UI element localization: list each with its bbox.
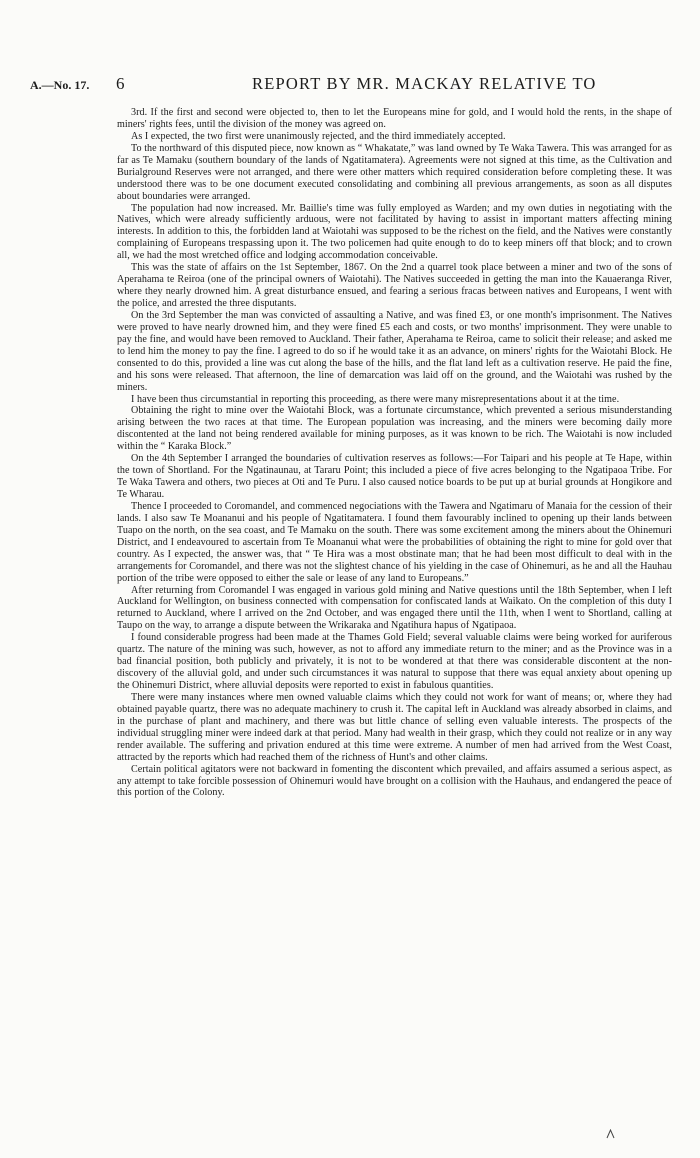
paragraph: I have been thus circumstantial in reporting this proceeding, as there were many misrepresentations about it at the time. bbox=[131, 393, 620, 405]
paragraph: Certain political agitators were not backward in fomenting the discontent which prevailed, and affairs assumed a serious aspect, as any attempt to take forcible possession of Ohinemuri would have brought on a collision with the Hauhaus, and endangered the peace of this portion of the Colony. bbox=[117, 763, 672, 799]
paragraph: The population had now increased. Mr. Baillie's time was fully employed as Warden; and my own duties in negotiating with the Natives, which were already sufficiently arduous, were not facilitated by having to assist in important matters affecting mining interests. In addition to this, the forbidden land at Waiotahi was supposed to be the richest on the field, and the Natives were constantly complaining of Europeans trespassing upon it. The two policemen had quite enough to do to keep miners off that block; and to crown all, we had the most wretched office and lodging accommodation conceivable. bbox=[117, 202, 672, 262]
paragraph: I found considerable progress had been made at the Thames Gold Field; several valuable claims were being worked for auriferous quartz. The nature of the mining was such, however, as not to afford any immediate return to the miner; and as the Province was in a bad financial position, both publicly and privately, it is not to be wondered at that there was considerable discontent at the non-discovery of the alluvial gold, and under such circumstances it was natural to suppose that there was equal anxiety about opening up the Ohinemuri District, where alluvial deposits were reported to exist in fabulous quantities. bbox=[117, 632, 672, 691]
page-header bbox=[30, 74, 670, 98]
parliamentary-paper-reference: A.—No. 17. bbox=[30, 78, 90, 92]
paragraph: 3rd. If the first and second were objected to, then to let the Europeans mine for gold, and I would hold the rents, in the shape of miners' rights fees, until the division of the money was agreed on. bbox=[117, 107, 672, 130]
paragraph: On the 3rd September the man was convicted of assaulting a Native, and was fined £3, or one month's imprisonment. The Natives were proved to have nearly drowned him, and they were fined £5 each and costs, or two months' imprisonment. They were unable to pay the fine, and would have been removed to Auckland. Their father, Aperahama te Reiroa, came to solicit their release; and asked me to lend him the money to pay the fine. I agreed to do so if he would take it as an advance, on miners' rights for the Waiotahi Block. He consented to do this, provided a line was cut along the base of the hills, and the flat land left as a cultivation reserve. He paid the fine, and his sons were released. That afternoon, the line of demarcation was laid off on the ground, and the Waiotahi was rushed by the miners. bbox=[117, 309, 672, 393]
paragraph: Obtaining the right to mine over the Waiotahi Block, was a fortunate circumstance, which prevented a serious misunderstanding arising between the two races at that time. The European population was increasing, and the miners were becoming daily more discontented at the land not being rendered available for mining purposes, as it was known to be rich. The Waiotahi is now included within the “ Karaka Block.” bbox=[117, 405, 672, 453]
paragraph: To the northward of this disputed piece, now known as “ Whakatate,” was land owned by Te Waka Tawera. This was arranged for as far as Te Mamaku (southern boundary of the lands of Ngatitamatera). Agreements were not signed at this time, as the Cultivation and Burialground Reserves were not arranged, and there were other matters which required consideration before completing these. It was understood there was to be one document executed consolidating and combining all previous arrangements, as soon as all disputes about boundaries were arranged. bbox=[117, 142, 672, 202]
paragraph: On the 4th September I arranged the boundaries of cultivation reserves as follows:—For Taipari and his people at Te Hape, within the town of Shortland. For the Ngatinaunau, at Tararu Point; this included a piece of five acres belonging to the Ngatipaoa Tribe. For Te Waka Tawera and others, two pieces at Oti and Te Puru. I also caused notice boards to be put up at burial grounds at Hongikore and Te Wharau. bbox=[117, 453, 672, 500]
page-number: 6 bbox=[116, 74, 125, 93]
printer-mark-icon bbox=[606, 1129, 615, 1139]
paragraph: This was the state of affairs on the 1st September, 1867. On the 2nd a quarrel took place between a miner and two of the sons of Aperahama te Reiroa (one of the principal owners of Waiotahi). The Natives succeeded in getting the man into the Kauaeranga River, where they nearly drowned him. A great disturbance ensued, and fearing a serious fracas between natives and Europeans, I went with the police, and arrested the three disputants. bbox=[117, 262, 672, 309]
paragraph: Thence I proceeded to Coromandel, and commenced negociations with the Tawera and Ngatimaru of Manaia for the cession of their lands. I also saw Te Moananui and his people of Ngatitamatera. I found them favourably inclined to opening up their lands between Tuapo on the north, on the sea coast, and Te Mamaku on the south. There was some excitement among the miners about the Ohinemuri District, and I endeavoured to ascertain from Te Moananui what were the probabilities of obtaining the right to mine for gold over that country. As I expected, the answer was, that “ Te Hira was a most obstinate man; that he had been most difficult to deal with in the arrangements for Coromandel, and there was not the slightest chance of his yielding in the case of Ohinemuri, as he and all the Hauhau portion of the tribe were opposed to either the sale or lease of any land to Europeans.” bbox=[117, 500, 672, 584]
paragraph: After returning from Coromandel I was engaged in various gold mining and Native questions until the 18th September, when I left Auckland for Wellington, on business connected with compensation for confiscated lands at Waikato. On the completion of this duty I returned to Auckland, where I arrived on the 2nd October, and was engaged there until the 11th, when I went to Shortland, calling at Taupo on the way, to arrange a dispute between the Wrikaraka and Ngatihura hapus of Ngatipaoa. bbox=[117, 584, 672, 632]
paragraph: As I expected, the two first were unanimously rejected, and the third immediately accepted. bbox=[131, 130, 506, 142]
report-body bbox=[117, 107, 672, 799]
paragraph: There were many instances where men owned valuable claims which they could not work for want of means; or, where they had obtained payable quartz, there was no adequate machinery to crush it. The capital left in Auckland was already absorbed in claims, and in the purchase of plant and machinery, and there was but little chance of selling even valuable interests. The prospects of the individual struggling miner were indeed dark at that period. Many had wealth in their grasp, which they could not realize or in any way render available. The suffering and privation endured at this time were extreme. A number of men had arrived from the West Coast, attracted by the reports which had reached them of the richness of Hunt's and other claims. bbox=[117, 691, 672, 763]
running-title: REPORT BY MR. MACKAY RELATIVE TO bbox=[252, 74, 597, 93]
